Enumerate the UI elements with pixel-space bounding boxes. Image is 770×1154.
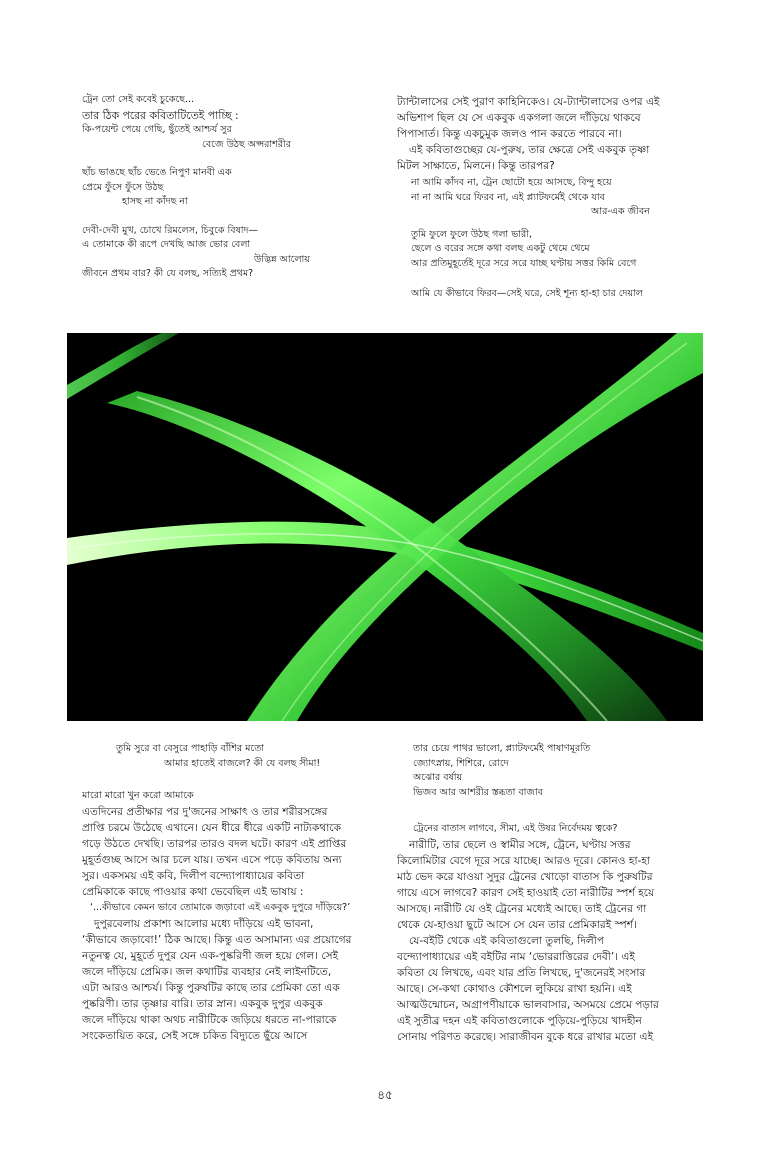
poem-line: ছেলে ও বরের সঙ্গে কথা বলছ একটু থেমে থেমে [411, 243, 590, 254]
prose-line: কিলোমিটার বেগে দূরে সরে যাচ্ছে। আরও দূরে। কোনও হা-হা [397, 854, 650, 867]
poem-line: তুমি সুরে বা বেসুরে পাহাড়ি বাঁশির মতো [116, 743, 265, 754]
poem-line: তার চেয়ে পাথর ভালো, প্ল্যাটফর্মেই পাষাণমূরতি [413, 743, 591, 754]
prose-line: জলে দাঁড়িয়ে প্রেমিক। জল কথাটির ব্যবহার নেই লাইনটিতে, [82, 965, 332, 978]
prose-line: মিটল সাক্ষাতে, মিলনে। কিন্তু তারপর? [397, 160, 555, 172]
prose-line: দুপুরবেলায় প্রকাশ্য আলোর মধ্যে দাঁড়িয়ে এই ভাবনা, [94, 917, 314, 930]
poem-line: বেজে উঠছ অপ্সরাশরীর [202, 138, 291, 150]
prose-paragraph [82, 804, 402, 900]
poem-line: অঝোর বর্ষায় [413, 772, 463, 783]
poem-line: আমি যে কীভাবে ফিরব—সেই ঘরে, সেই শূন্য হা-হা চার দেয়াল [411, 288, 643, 299]
prose-line: এই সুতীব্র দহন এই কবিতাগুলোকে পুড়িয়ে-পুড়িয়ে খাদহীন [397, 1014, 642, 1027]
poem-line: আর প্রতিমুহূর্তেই দূরে সরে সরে যাচ্ছ ঘণ্টায় সত্তর কিমি বেগে [411, 257, 637, 269]
poem-line: জ্যোৎস্নায়, শিশিরে, রোদে [413, 757, 509, 769]
poem-line: এ তোমাকে কী রূপে দেখছি আজ ভোর বেলা [82, 239, 251, 250]
bottom-right-column [397, 742, 709, 1045]
prose-line: এই কবিতাগুচ্ছের যে-পুরুষ, তার ক্ষেত্রে সেই একবুক তৃষ্ণা [409, 144, 650, 156]
prose-line: এতদিনের প্রতীক্ষার পর দু'জনের সাক্ষাৎ ও তার শরীরসঙ্গের [82, 805, 328, 818]
poem-line: উদ্ভিন্ন আলোয় [254, 253, 310, 265]
prose-line: ট্যান্টালাসের সেই পুরাণ কাহিনিকেও। যে-ট্যান্টালাসের ওপর এই [397, 96, 660, 108]
prose-line: পিপাসার্ত। কিন্তু একচুমুক জলও পান করতে পারবে না। [397, 128, 622, 140]
poem-line: তার ঠিক পরের কবিতাটিতেই পাচ্ছি : [82, 108, 239, 122]
prose-line: ‘কীভাবে জড়াবো!’ ঠিক আছে। কিন্তু এত অসামান্য এর প্রয়োগের [82, 933, 352, 946]
poem-block [397, 742, 709, 800]
prose-line: সুর। একসময় এই কবি, দিলীপ বন্দ্যোপাধ্যায়ের কবিতা [82, 869, 305, 882]
poem-line: ট্রেন তো সেই কবেই চুকেছে... [82, 94, 195, 105]
prose-line: থেকে যে-হাওয়া ছুটে আসে সে যেন তার প্রেমিকারই স্পর্শ। [397, 918, 637, 931]
prose-line: সংকেতায়িত করে, সেই সঙ্গে চকিত বিদ্যুতে ছুঁয়ে আসে [82, 1029, 308, 1042]
prose-line: কবিতা যে লিখছে, এবং যার প্রতি লিখছে, দু'জনেরই সংসার [397, 966, 646, 979]
poem-line: আমার হাতেই বাজলে? কী যে বলছ সীমা! [164, 757, 321, 769]
poem-line: মারো মারো খুন করো আমাকে [82, 790, 194, 801]
prose-line: এটা আরও আশ্চর্য। কিন্তু পুরুষটির কাছে তার প্রেমিকা তো এক [82, 981, 340, 994]
page-number: ৪৫ [377, 1088, 393, 1102]
poem-line: ট্রেনের বাতাস লাগবে, সীমা, এই উষর নির্বেদময় ত্বকে? [413, 823, 618, 834]
top-right-column [397, 94, 709, 302]
quote-line: ‘...কীভাবে কেমন ভাবে তোমাকে জড়াবো এই একবুক দুপুরে দাঁড়িয়ে?’ [90, 901, 351, 913]
poem-line: তুমি ফুলে ফুলে উঠছ গলা ভারী, [411, 228, 532, 240]
leaf-photograph [67, 333, 703, 721]
top-left-column [82, 93, 402, 282]
prose-line: আছে। সে-কথা কোথাও কৌশলে লুকিয়ে রাখা হয়নি। এই [397, 982, 632, 995]
poem-line: দেবী-দেবী মুখ, চোখে রিমলেস, চিবুকে বিষাদ— [82, 224, 259, 236]
poem-block [82, 742, 402, 771]
prose-line: জলে দাঁড়িয়ে থাকা অথচ নারীটিকে জড়িয়ে ধরতে না-পারাকে [82, 1013, 337, 1026]
prose-line: প্রেমিকাকে কাছে পাওয়ার কথা ভেবেছিল এই ভাষায় : [82, 885, 304, 898]
prose-line: আসছে। নারীটি যে ওই ট্রেনের মধ্যেই আছে। তাই ট্রেনের গা [397, 902, 647, 915]
prose-paragraph [82, 916, 402, 1044]
poem-line: না আমি কাঁদব না, ট্রেন ছোটো হয়ে আসছে, বিন্দু হয়ে [411, 177, 612, 188]
prose-line: বন্দ্যোপাধ্যায়ের এই বইটির নাম ‘ভোররাত্তিরের দেবী’। এই [397, 950, 635, 963]
prose-line: প্রাপ্তি চরমে উঠেছে এখানে। যেন ধীরে ধীরে একটি নাট্যকথাকে [82, 821, 341, 834]
prose-line: অভিশাপ ছিল যে সে একবুক একগলা জলে দাঁড়িয়ে থাকবে [397, 112, 641, 124]
poem-line: ছাঁচ ভাঙছে ছাঁচ ভেঙে নিপুণ মানবী এক [82, 167, 232, 178]
prose-line: সোনায় পরিণত করেছে। সারাজীবন বুকে ধরে রাখার মতো এই [397, 1030, 654, 1043]
prose-line: নারীটি, তার ছেলে ও স্বামীর সঙ্গে, ট্রেনে, ঘণ্টায় সত্তর [409, 838, 631, 851]
prose-line: আত্মউন্মোচন, অগ্রাপণীয়াকে ভালবাসার, অসময়ে প্রেমে পড়ার [397, 998, 659, 1011]
poem-line: জীবনে প্রথম বার? কী যে বলছ, সত্যিই প্রথম? [82, 268, 254, 279]
poem-line: না না আমি ঘরে ফিরব না, এই প্ল্যাটফর্মেই থেকে যাব [411, 191, 605, 203]
poem-block [397, 176, 709, 302]
quote [82, 900, 402, 916]
prose-line: গায়ে এসে লাগবে? কারণ সেই হাওয়াই তো নারীটির স্পর্শ হয়ে [397, 886, 655, 899]
poem-block [82, 789, 402, 804]
poem-line: কি-পয়েন্ট পেয়ে গেছি, ছুঁতেই আশ্চর্য সুর [82, 124, 232, 135]
prose-line: মুহূর্তগুচ্ছ আসে আর চলে যায়। তখন এসে পড়ে কবিতায় অন্য [82, 853, 342, 866]
poem-line: হাসছ না কাঁদছ না [122, 196, 188, 207]
poem-line: প্রেমে ফুঁসে ফুঁসে উঠছ [82, 181, 164, 193]
prose-line: পুষ্করিণী। তার তৃষ্ণার বারি। তার স্নান। একবুক দুপুর একবুক [82, 997, 323, 1010]
poem-line: ভিজব আর আশরীর স্তব্ধতা বাজাব [413, 786, 543, 798]
prose-paragraph [397, 837, 709, 1045]
prose-line: মাঠ ভেদ করে যাওয়া সুদুর ট্রেনের খোড়ো বাতাস কি পুরুষটির [397, 870, 653, 883]
poem-line: আর-এক জীবন [591, 206, 650, 217]
poem-block [397, 822, 709, 837]
prose-line: যে-বইটি থেকে এই কবিতাগুলো তুলছি, দিলীপ [409, 934, 605, 947]
prose-line: নতুনত্ব যে, মুহূর্তে দুপুর যেন এক-পুষ্করিণী জল হয়ে গেল। সেই [82, 949, 339, 962]
prose-line: গড়ে উঠতে দেখছি। তারপর তারও বদল ঘটে। কারণ এই প্রাপ্তির [82, 837, 347, 850]
prose-paragraph [397, 94, 709, 174]
bottom-left-column [82, 742, 402, 1044]
